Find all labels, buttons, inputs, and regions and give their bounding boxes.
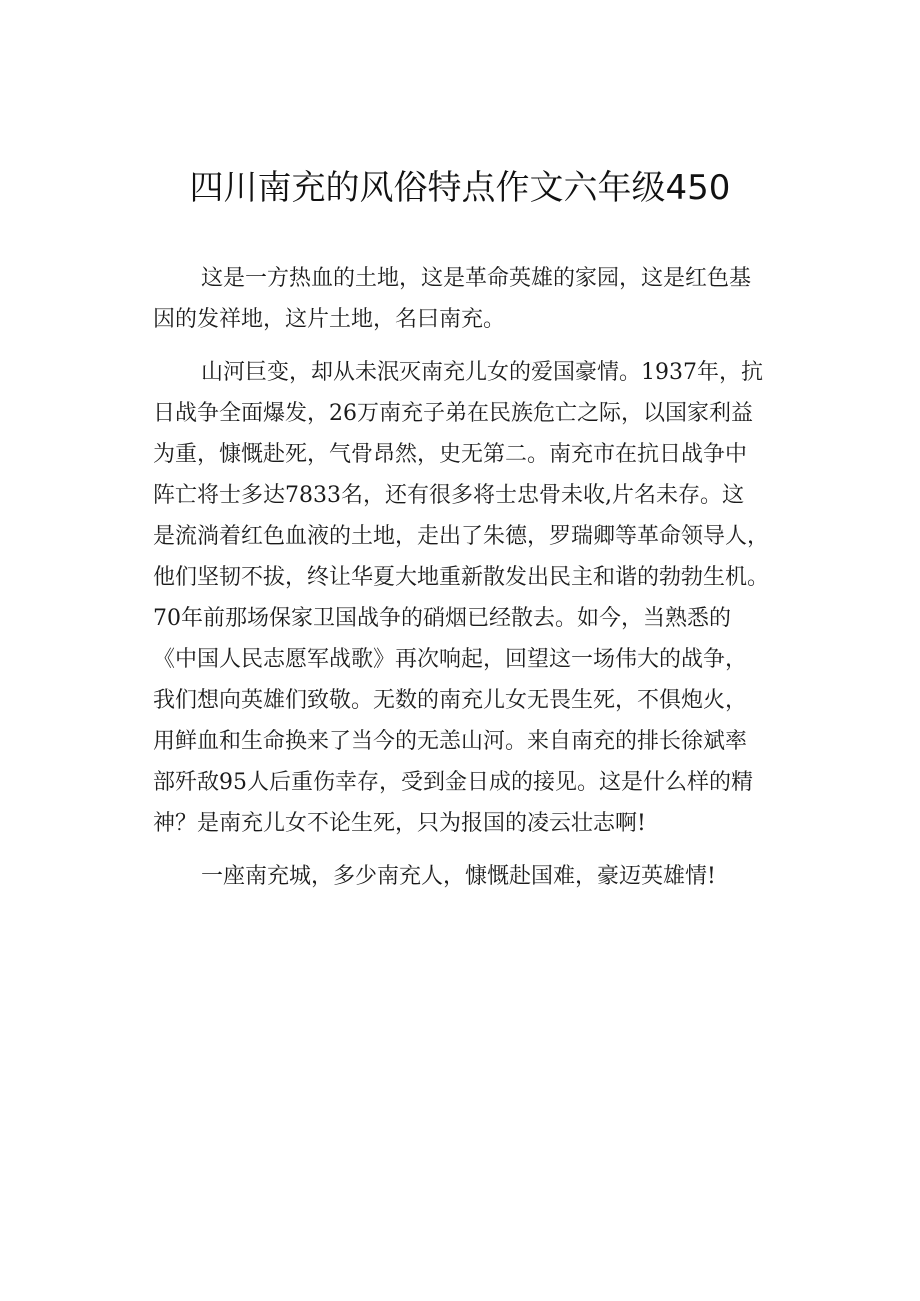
- text-line: 部歼敌95人后重伤幸存，受到金日成的接见。这是什么样的精: [153, 770, 753, 795]
- paragraph-3: [153, 856, 793, 897]
- text-line: 神？是南充儿女不论生死，只为报国的凌云壮志啊!: [153, 811, 646, 836]
- paragraph-1: [153, 258, 793, 340]
- text-line: 我们想向英雄们致敬。无数的南充儿女无畏生死，不俱炮火，: [153, 688, 748, 713]
- text-line: 山河巨变，却从未泯灭南充儿女的爱国豪情。1937年，抗: [201, 360, 763, 385]
- text-line: 用鲜血和生命换来了当今的无恙山河。来自南充的排长徐斌率: [153, 729, 748, 754]
- text-line: 这是一方热血的土地，这是革命英雄的家园，这是红色基: [201, 266, 752, 291]
- text-line: 他们坚韧不拔，终让华夏大地重新散发出民主和谐的勃勃生机。: [153, 565, 770, 590]
- text-line: 因的发祥地，这片土地，名曰南充。: [153, 307, 506, 332]
- text-line: 日战争全面爆发，26万南充子弟在民族危亡之际，以国家利益: [153, 401, 753, 426]
- document-body: [153, 258, 793, 909]
- text-line: 《中国人民志愿军战歌》再次响起，回望这一场伟大的战争，: [153, 647, 748, 672]
- text-line: 为重，慷慨赴死，气骨昂然，史无第二。南充市在抗日战争中: [153, 442, 748, 467]
- text-line: 70年前那场保家卫国战争的硝烟已经散去。如今，当熟悉的: [153, 606, 731, 631]
- document-title: 四川南充的风俗特点作文六年级450: [189, 168, 731, 208]
- text-line: 是流淌着红色血液的土地，走出了朱德，罗瑞卿等革命领导人，: [153, 524, 770, 549]
- text-line: 阵亡将士多达7833名，还有很多将士忠骨未收,片名未存。这: [153, 483, 744, 508]
- text-line: 一座南充城，多少南充人，慷慨赴国难，豪迈英雄情!: [201, 864, 716, 889]
- paragraph-2: [153, 352, 793, 844]
